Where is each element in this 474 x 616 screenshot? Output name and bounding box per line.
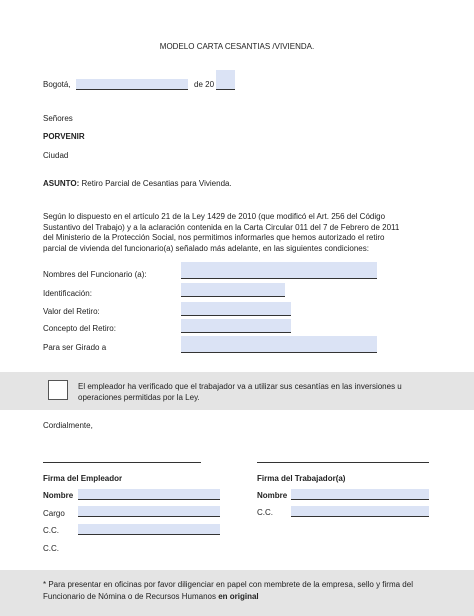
body-line: Según lo dispuesto en el artículo 21 de la Ley 1429 de 2010 (que modificó el Art. 256 del Código <box>43 212 386 221</box>
worker-name-field[interactable] <box>291 489 429 500</box>
footer-note-line2-text: Funcionario de Nómina o de Recursos Humanos <box>43 592 219 601</box>
worker-signature-line[interactable] <box>257 462 429 463</box>
year-field[interactable] <box>216 70 235 90</box>
subject-text: Retiro Parcial de Cesantias para Vivienda. <box>81 179 232 188</box>
employer-id-label-2: C.C. <box>43 544 59 553</box>
date-day-month-field[interactable] <box>76 79 188 90</box>
identification-field[interactable] <box>181 283 285 297</box>
recipient-city: Ciudad <box>43 151 69 160</box>
employee-name-field[interactable] <box>181 262 377 279</box>
footer-note-emphasis: en original <box>218 592 259 601</box>
worker-name-label: Nombre <box>257 491 288 500</box>
employer-name-label: Nombre <box>43 491 74 500</box>
verification-line: El empleador ha verificado que el trabajador va a utilizar sus cesantías en las inversiones u <box>78 382 402 391</box>
body-line: Sustantivo del Trabajo) y a la aclaración contenida en la Carta Circular 011 del 7 de Febrero de 2011 <box>43 222 400 232</box>
employer-verification-checkbox[interactable] <box>48 380 68 400</box>
withdrawal-value-field[interactable] <box>181 302 291 316</box>
recipient-company: PORVENIR <box>43 132 85 141</box>
withdrawal-value-label: Valor del Retiro: <box>43 307 100 316</box>
employee-name-label: Nombres del Funcionario (a): <box>43 270 147 279</box>
employer-signature-line[interactable] <box>43 462 201 463</box>
identification-label: Identificación: <box>43 289 92 298</box>
payee-label: Para ser Girado a <box>43 343 107 352</box>
employer-name-field[interactable] <box>78 489 220 500</box>
worker-id-label: C.C. <box>257 508 273 517</box>
withdrawal-concept-field[interactable] <box>181 319 291 333</box>
salutation: Señores <box>43 114 73 123</box>
employer-position-label: Cargo <box>43 509 65 518</box>
payee-field[interactable] <box>181 336 377 353</box>
body-line: parcial de vivienda del funcionario(a) señalado más adelante, en las siguientes condiciones: <box>43 243 369 253</box>
employer-position-field[interactable] <box>78 506 220 517</box>
worker-signature-title: Firma del Trabajador(a) <box>257 474 346 483</box>
closing: Cordialmente, <box>43 421 93 430</box>
subject-line <box>43 179 232 189</box>
subject-label: ASUNTO: <box>43 179 80 188</box>
verification-line: operaciones permitidas por la Ley. <box>78 393 200 402</box>
body-line: del Ministerio de la Protección Social, nos permitimos informarles que hemos autorizado el retiro <box>43 233 385 242</box>
employer-signature-title: Firma del Empleador <box>43 474 123 483</box>
city-label: Bogotá, <box>43 80 71 89</box>
year-prefix-label: de 20 <box>194 80 215 89</box>
body-paragraph <box>43 212 433 254</box>
footer-note-line1: * Para presentar en oficinas por favor diligenciar en papel con membrete de la empresa, sello y firma del <box>43 580 413 589</box>
worker-id-field[interactable] <box>291 506 429 517</box>
employer-id-label: C.C. <box>43 526 59 535</box>
withdrawal-concept-label: Concepto del Retiro: <box>43 324 116 333</box>
footer-note-line2 <box>43 592 259 602</box>
employer-id-field[interactable] <box>78 524 220 535</box>
document-title: MODELO CARTA CESANTIAS /VIVIENDA. <box>159 42 315 51</box>
